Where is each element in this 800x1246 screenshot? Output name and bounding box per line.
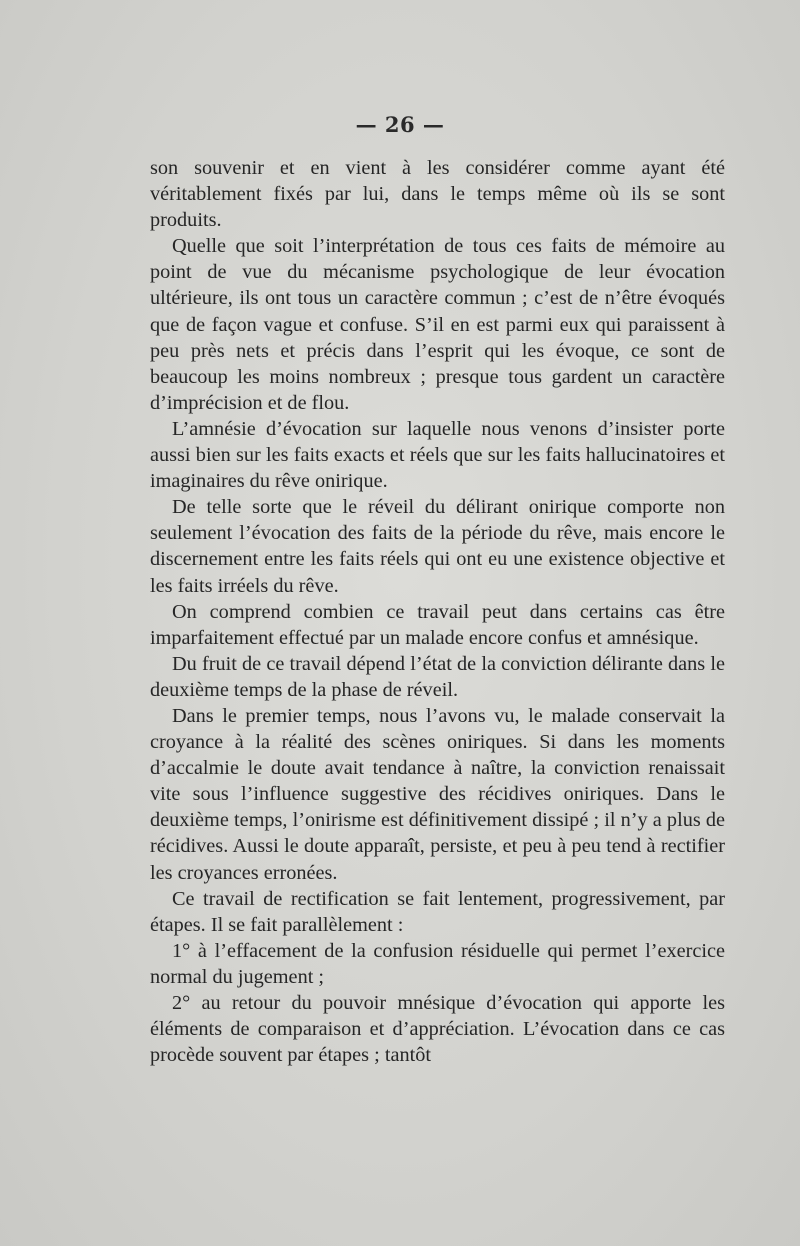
paragraph-1: son souvenir et en vient à les considérer comme ayant été véritablement fixés par lui, dans le temps même où ils se sont produits. (150, 157, 725, 232)
paragraph-9: 1° à l’effacement de la confusion résiduelle qui permet l’exercice normal du jugement ; (150, 939, 725, 988)
paragraph-5: On comprend combien ce travail peut dans certains cas être imparfaitement effectué par un malade encore confus et amnésique. (150, 600, 725, 649)
paragraph-2: Quelle que soit l’interprétation de tous ces faits de mémoire au point de vue du mécanisme psychologique de leur évocation ultérieure, ils ont tous un caractère commun ; c’est de n’être évoqués que de façon vague et confuse. S’il en est parmi eux qui paraissent à peu près nets et précis dans l’esprit qui les évoque, ce sont de beaucoup les moins nombreux ; presque tous gardent un caractère d’imprécision et de flou. (150, 235, 725, 414)
paragraph-4: De telle sorte que le réveil du délirant onirique comporte non seulement l’évocation des faits de la période du rêve, mais encore le discernement entre les faits réels qui ont eu une existence objective et les faits irréels du rêve. (150, 496, 725, 597)
paragraph-8: Ce travail de rectification se fait lentement, progressivement, par étapes. Il se fait parallèlement : (150, 887, 725, 936)
paragraph-6: Du fruit de ce travail dépend l’état de la conviction délirante dans le deuxième temps de la phase de réveil. (150, 652, 725, 701)
paragraph-10: 2° au retour du pouvoir mnésique d’évocation qui apporte les éléments de comparaison et d’appréciation. L’évocation dans ce cas procède souvent par étapes ; tantôt (150, 992, 725, 1067)
paragraph-7: Dans le premier temps, nous l’avons vu, le malade conservait la croyance à la réalité des scènes oniriques. Si dans les moments d’accalmie le doute avait tendance à naître, la conviction renaissait vite sous l’influence suggestive des récidives oniriques. Dans le deuxième temps, l’onirisme est définitivement dissipé ; il n’y a plus de récidives. Aussi le doute apparaît, persiste, et peu à peu tend à rectifier les croyances erronées. (150, 704, 725, 884)
paragraph-3: L’amnésie d’évocation sur laquelle nous venons d’insister porte aussi bien sur les faits exacts et réels que sur les faits hallucinatoires et imaginaires du rêve onirique. (150, 417, 725, 493)
body-text (150, 155, 725, 1068)
page-number: — 26 — (355, 112, 445, 137)
